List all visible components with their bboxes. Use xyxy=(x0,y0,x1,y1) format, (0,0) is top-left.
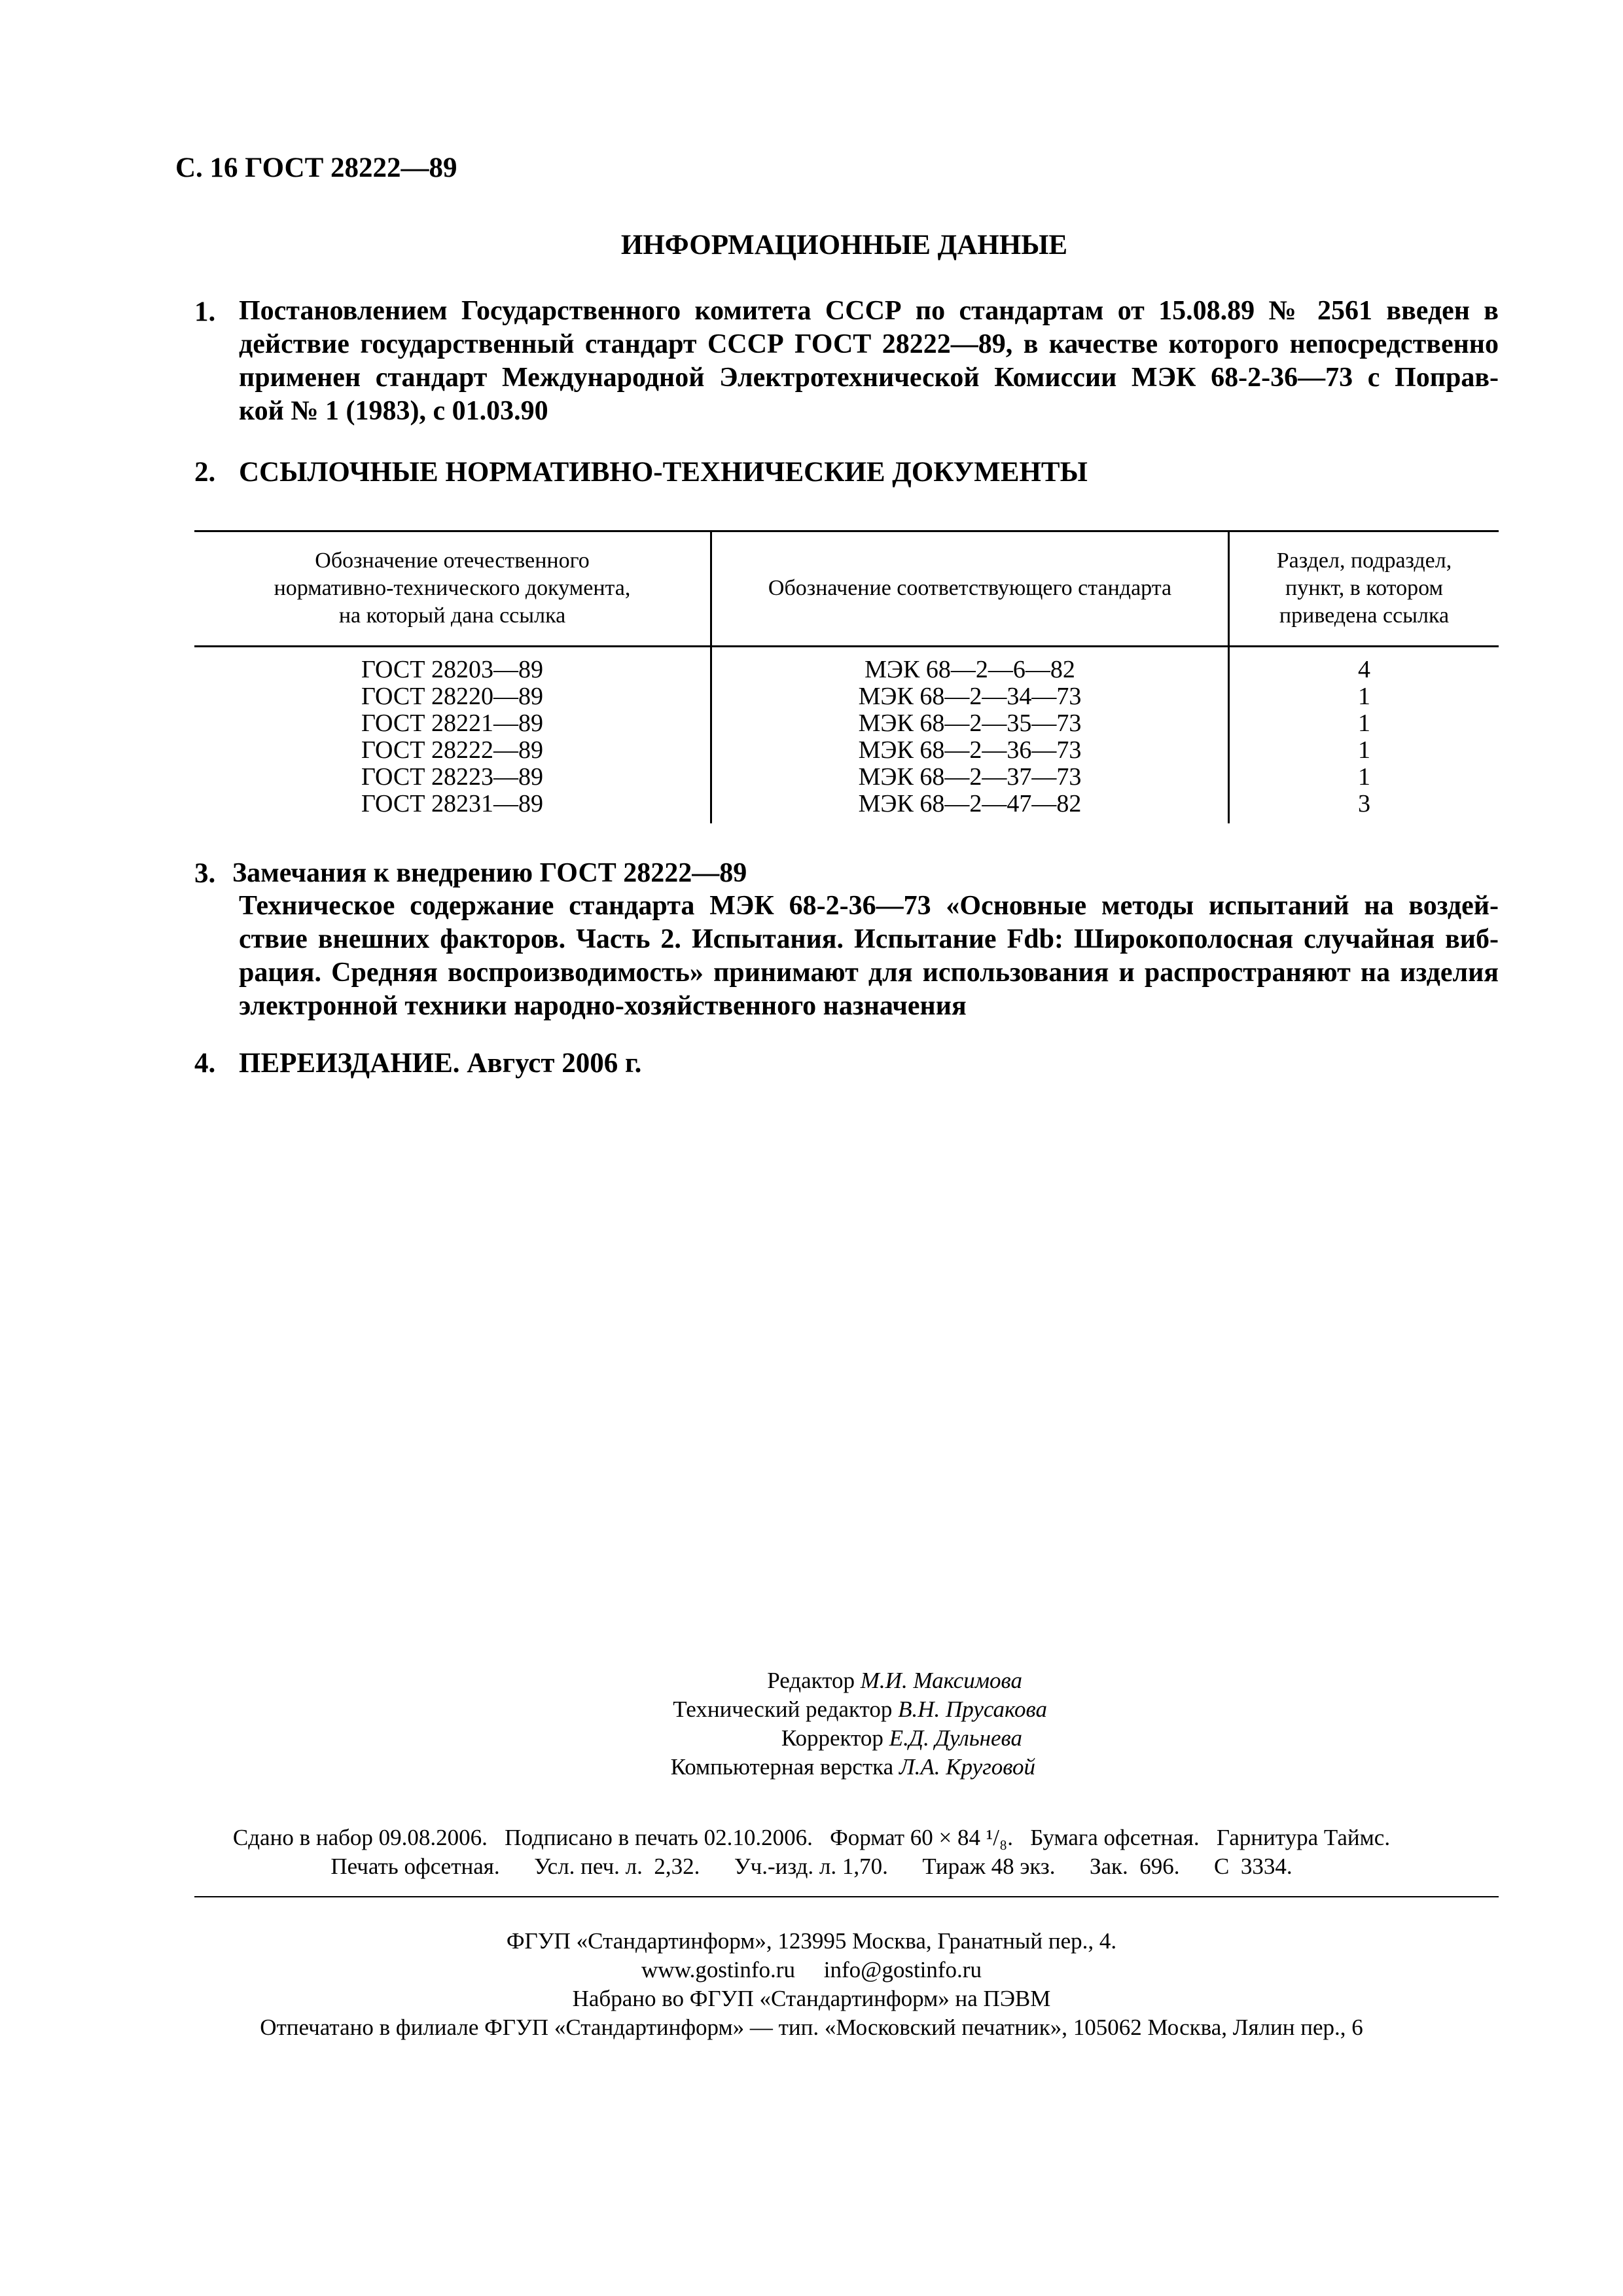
publisher-website[interactable]: www.gostinfo.ru xyxy=(641,1957,795,1982)
section-2-heading: ССЫЛОЧНЫЕ НОРМАТИВНО-ТЕХНИЧЕСКИЕ ДОКУМЕНТЫ xyxy=(239,457,1088,488)
table-top-rule xyxy=(194,530,1499,532)
table-column-corresponding xyxy=(712,656,1228,817)
table-cell: ГОСТ 28203—89 xyxy=(361,656,543,683)
publisher-printed: Отпечатано в филиале ФГУП «Стандартинформ» — тип. «Московский печатник», 105062 Москва, Лялин пер., 6 xyxy=(260,2015,1363,2040)
section-1-number: 1. xyxy=(194,296,216,327)
publisher-email[interactable]: info@gostinfo.ru xyxy=(823,1957,982,1982)
table-cell: ГОСТ 28221—89 xyxy=(361,709,543,737)
table-column-section xyxy=(1230,656,1499,817)
table-cell: 4 xyxy=(1358,656,1370,683)
credit-proofreader: Корректор Е.Д. Дульнева xyxy=(781,1725,1022,1751)
section-2-number: 2. xyxy=(194,457,216,488)
publisher-address: ФГУП «Стандартинформ», 123995 Москва, Гранатный пер., 4. xyxy=(506,1928,1117,1954)
print-info-line-2: Печать офсетная. Усл. печ. л. 2,32. Уч.-изд. л. 1,70. Тираж 48 экз. Зак. 696. С 3334. xyxy=(330,1854,1293,1879)
publisher-contacts xyxy=(0,1957,1623,1983)
table-cell: 1 xyxy=(1358,736,1370,764)
section-1-line: Постановлением Государственного комитета СССР по стандартам от 15.08.89 № 2561 введен в xyxy=(239,296,1499,326)
table-header-domestic: Обозначение отечественного нормативно-технического документа, на который дана ссылка xyxy=(274,548,631,628)
table-cell: МЭК 68—2—35—73 xyxy=(858,709,1082,737)
table-cell: 3 xyxy=(1358,790,1370,817)
section-3-line: ствие внешних факторов. Часть 2. Испытания. Испытание Fdb: Широкополосная случайная виб- xyxy=(239,924,1499,954)
print-info-line-1: Сдано в набор 09.08.2006. Подписано в печать 02.10.2006. Формат 60 × 84 ¹/₈. Бумага офсетная. Гарнитура Таймс. xyxy=(232,1825,1391,1850)
credit-technical-editor: Технический редактор В.Н. Прусакова xyxy=(673,1696,1047,1722)
section-3-text xyxy=(239,889,1499,1023)
section-1-line: действие государственный стандарт СССР ГОСТ 28222—89, в качестве которого непосредственно xyxy=(239,329,1499,359)
page-header: С. 16 ГОСТ 28222—89 xyxy=(175,152,457,183)
table-cell: 1 xyxy=(1358,763,1370,791)
section-3-heading: Замечания к внедрению ГОСТ 28222—89 xyxy=(232,858,747,888)
table-cell: МЭК 68—2—47—82 xyxy=(858,790,1082,817)
document-title: ИНФОРМАЦИОННЫЕ ДАННЫЕ xyxy=(620,230,1068,260)
section-4-text: ПЕРЕИЗДАНИЕ. Август 2006 г. xyxy=(239,1048,642,1079)
section-4-number: 4. xyxy=(194,1048,216,1079)
section-3-number: 3. xyxy=(194,858,216,889)
section-3-line: электронной техники народно-хозяйственного назначения xyxy=(239,991,967,1021)
table-cell: МЭК 68—2—6—82 xyxy=(865,656,1075,683)
table-header-section: Раздел, подраздел, пункт, в котором приведена ссылка xyxy=(1276,548,1452,628)
footer-rule xyxy=(194,1896,1499,1897)
section-1-text xyxy=(239,295,1499,428)
credit-layout: Компьютерная верстка Л.А. Круговой xyxy=(670,1754,1035,1780)
table-header-corresponding: Обозначение соответствующего стандарта xyxy=(768,576,1172,600)
table-cell: ГОСТ 28231—89 xyxy=(361,790,543,817)
table-cell: МЭК 68—2—37—73 xyxy=(858,763,1082,791)
table-column-domestic xyxy=(194,656,710,817)
table-cell: МЭК 68—2—36—73 xyxy=(858,736,1082,764)
section-1-line: применен стандарт Международной Электротехнической Комиссии МЭК 68-2-36—73 с Поправ- xyxy=(239,363,1499,393)
section-1-line: кой № 1 (1983), с 01.03.90 xyxy=(239,396,548,426)
table-cell: МЭК 68—2—34—73 xyxy=(858,683,1082,710)
table-header-rule xyxy=(194,645,1499,647)
table-cell: ГОСТ 28223—89 xyxy=(361,763,543,791)
table-cell: 1 xyxy=(1358,683,1370,710)
table-cell: ГОСТ 28222—89 xyxy=(361,736,543,764)
publisher-typeset: Набрано во ФГУП «Стандартинформ» на ПЭВМ xyxy=(572,1986,1051,2011)
table-cell: 1 xyxy=(1358,709,1370,737)
credit-editor: Редактор М.И. Максимова xyxy=(767,1668,1022,1693)
section-3-line: Техническое содержание стандарта МЭК 68-2-36—73 «Основные методы испытаний на воздей- xyxy=(239,891,1499,921)
table-cell: ГОСТ 28220—89 xyxy=(361,683,543,710)
section-3-line: рация. Средняя воспроизводимость» принимают для использования и распространяют на изделия xyxy=(239,958,1499,988)
